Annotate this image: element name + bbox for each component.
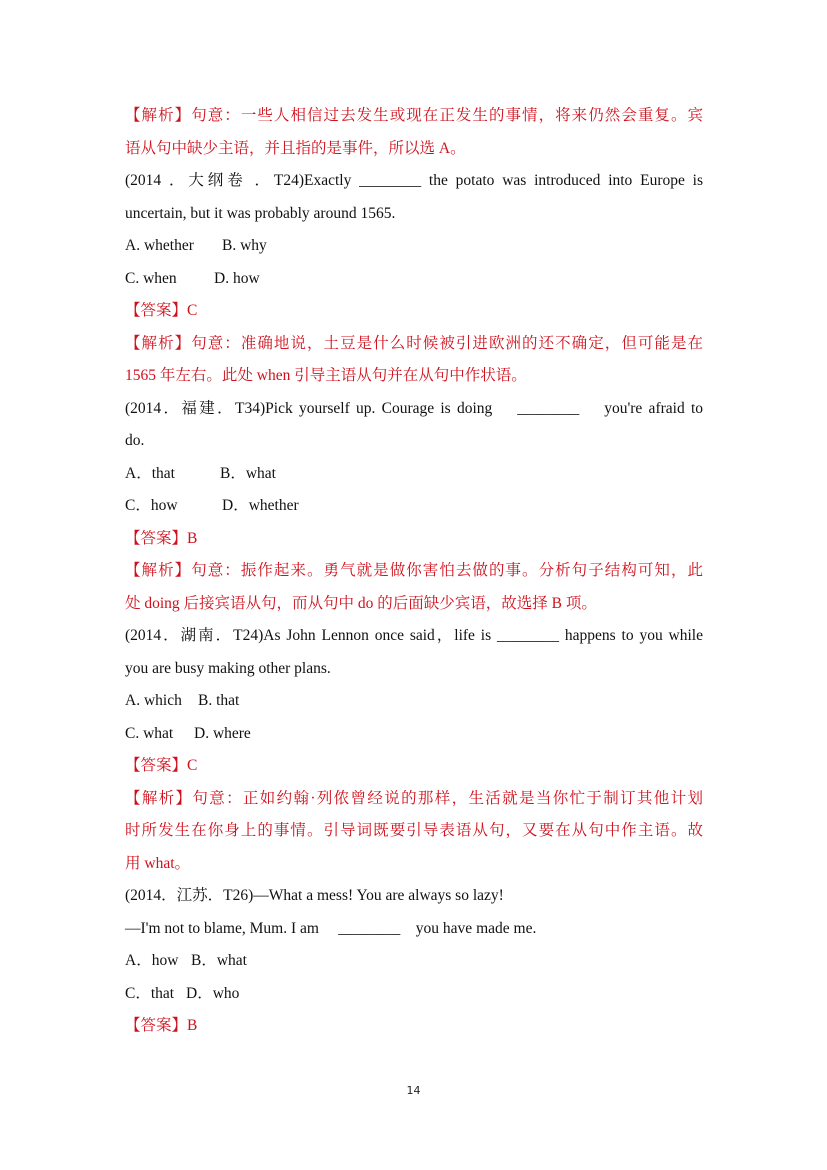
option: B. why xyxy=(222,237,267,254)
question-stem: (2014 ．大纲卷 ．T24)Exactly ________ the potato was introduced into Europe is xyxy=(125,172,703,189)
option: D. where xyxy=(194,724,251,742)
question-stem: (2014．江苏．T26)—What a mess! You are always so lazy! xyxy=(125,887,504,904)
option: C．that xyxy=(125,984,175,1002)
options-row xyxy=(125,978,703,1011)
option: A. which xyxy=(125,692,182,709)
option: C. when xyxy=(125,269,177,287)
answer-tag: 【答案】 xyxy=(125,757,188,774)
question-stem: (2014．福建．T34)Pick yourself up. Courage is doing ________ you're afraid to xyxy=(125,399,704,417)
analysis-line: 【解析】句意：准确地说，土豆是什么时候被引进欧洲的还不确定，但可能是在 xyxy=(125,334,703,352)
document-page xyxy=(125,100,703,1043)
question-source: (2014．湖南．T24) xyxy=(125,627,264,644)
option: B．what xyxy=(220,464,276,482)
analysis-line: 用 what。 xyxy=(125,854,191,872)
option: A. whether xyxy=(125,237,194,254)
answer-tag: 【答案】 xyxy=(125,302,188,319)
question-stem: uncertain, but it was probably around 1565. xyxy=(125,204,396,222)
answer-value: C xyxy=(187,757,198,774)
option: A．how xyxy=(125,952,179,969)
options-row xyxy=(125,263,703,296)
option: D．whether xyxy=(222,497,299,514)
question-source: (2014 ．大纲卷 ．T24) xyxy=(125,172,304,189)
question-stem: —I'm not to blame, Mum. I am ________ you have made me. xyxy=(125,919,537,937)
page-number: 14 xyxy=(406,1084,421,1097)
answer-value: B xyxy=(187,529,198,547)
answer-line xyxy=(125,523,703,556)
option: D. how xyxy=(214,269,260,287)
option: B．what xyxy=(191,952,247,969)
answer-line xyxy=(125,295,703,328)
option: C. what xyxy=(125,724,174,742)
options-row xyxy=(125,718,703,751)
analysis-line: 处 doing 后接宾语从句，而从句中 do 的后面缺少宾语，故选择 B 项。 xyxy=(125,594,597,612)
answer-line xyxy=(125,750,703,783)
answer-line xyxy=(125,1010,703,1043)
question-stem: you are busy making other plans. xyxy=(125,659,331,677)
options-row xyxy=(125,458,703,491)
analysis-line: 【解析】句意：振作起来。勇气就是做你害怕去做的事。分析句子结构可知，此 xyxy=(125,562,703,579)
analysis-tag: 【解析】 xyxy=(125,107,192,124)
answer-value: C xyxy=(187,302,198,319)
question-stem: do. xyxy=(125,432,145,449)
question-source: (2014．江苏．T26) xyxy=(125,887,254,904)
option: D．who xyxy=(186,984,240,1002)
analysis-tag: 【解析】 xyxy=(125,562,192,579)
options-row xyxy=(125,490,703,523)
answer-tag: 【答案】 xyxy=(125,1017,188,1034)
options-row xyxy=(125,685,703,718)
answer-value: B xyxy=(187,1017,198,1034)
options-row xyxy=(125,945,703,978)
option: A．that xyxy=(125,464,175,482)
analysis-line: 【解析】句意：一些人相信过去发生或现在正发生的事情，将来仍然会重复。宾 xyxy=(125,107,703,124)
analysis-line: 【解析】句意：正如约翰·列侬曾经说的那样，生活就是当你忙于制订其他计划 xyxy=(125,789,703,807)
answer-tag: 【答案】 xyxy=(125,529,188,547)
analysis-line: 1565 年左右。此处 when 引导主语从句并在从句中作状语。 xyxy=(125,367,527,384)
option: C．how xyxy=(125,497,178,514)
question-source: (2014．福建．T34) xyxy=(125,399,266,417)
option: B. that xyxy=(198,692,240,709)
analysis-line: 语从句中缺少主语，并且指的是事件，所以选 A。 xyxy=(125,139,466,157)
analysis-tag: 【解析】 xyxy=(125,334,192,352)
question-stem: (2014．湖南．T24)As John Lennon once said，life is ________ happens to you while xyxy=(125,627,703,644)
analysis-tag: 【解析】 xyxy=(125,789,193,807)
analysis-line: 时所发生在你身上的事情。引导词既要引导表语从句，又要在从句中作主语。故 xyxy=(125,822,703,839)
options-row xyxy=(125,230,703,263)
